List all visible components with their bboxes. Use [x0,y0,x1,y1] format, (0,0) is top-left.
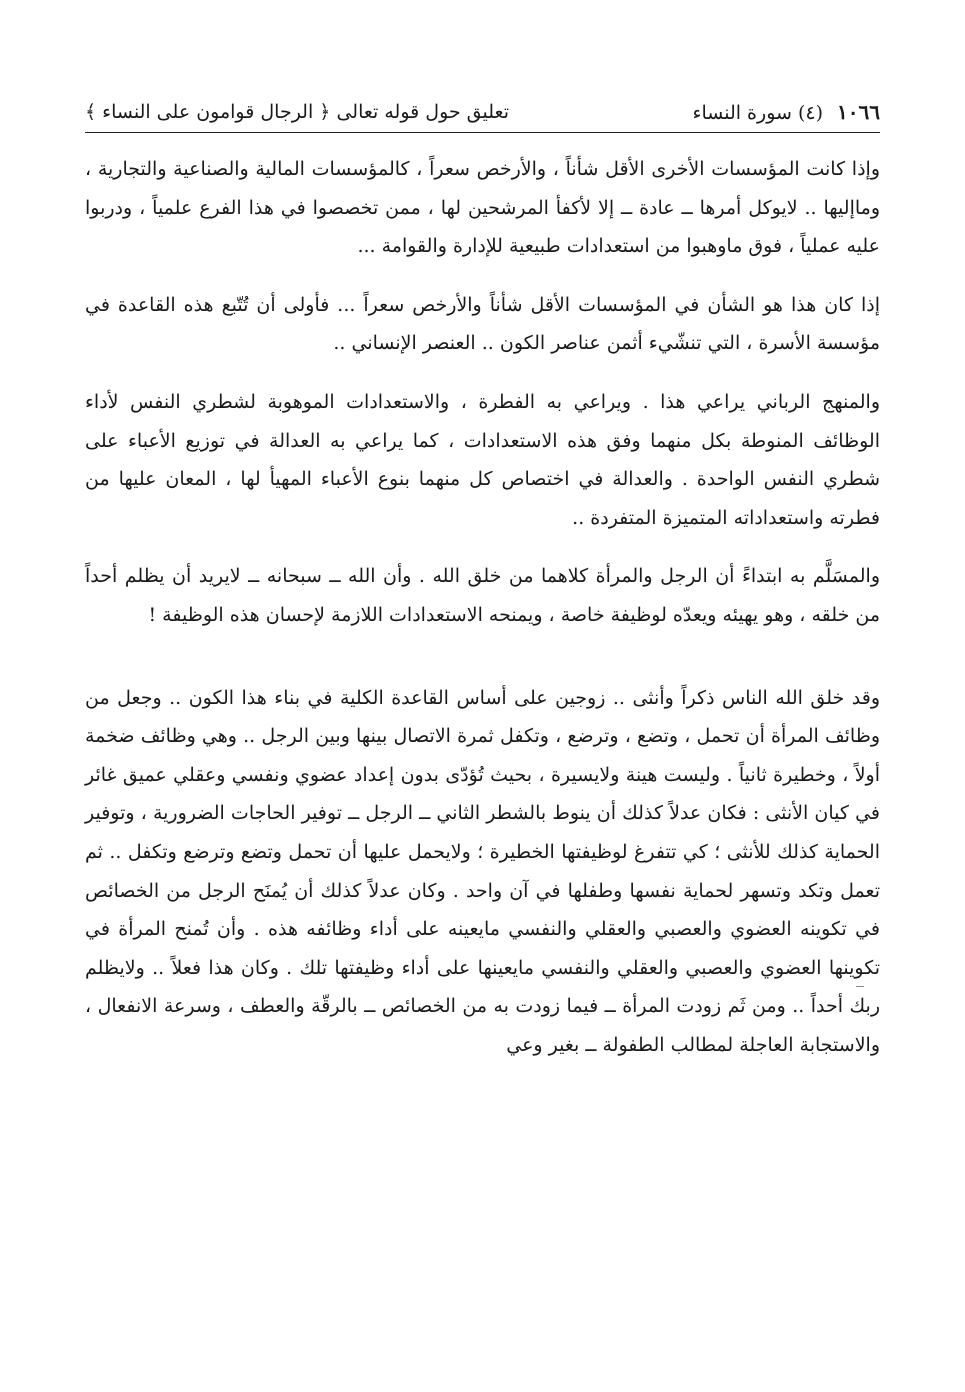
paragraph-5: وقد خلق الله الناس ذكراً وأنثى .. زوجين على أساس القاعدة الكلية في بناء هذا الكون .. وجعل من وظائف المرأة أن تحمل ، وتضع ، وترضع ، وتكفل ثمرة الاتصال بينها وبين الرجل .. وهي وظائف ضخمة أولاً ، وخطيرة ثانياً . وليست هينة ولايسيرة ، بحيث تُؤدّى بدون إعداد عضوي ونفسي وعقلي عميق غائر في كيان الأنثى : فكان عدلاً كذلك أن ينوط بالشطر الثاني ــ الرجل ــ توفير الحاجات الضرورية ، وتوفير الحماية كذلك للأنثى ؛ كي تتفرغ لوظيفتها الخطيرة ؛ ولايحمل عليها أن تحمل وتضع وترضع وتكفل .. ثم تعمل وتكد وتسهر لحماية نفسها وطفلها في آن واحد . وكان عدلاً كذلك أن يُمنَح الرجل من الخصائص في تكوينه العضوي والعصبي والعقلي والنفسي مايعينه على أداء وظائفه هذه . وأن تُمنح المرأة في تكوينها العضوي والعصبي والعقلي والنفسي مايعينها على أداء وظيفتها تلك . وكان هذا فعلاً .. ولايظلم ربك أحداً .. ومن ثَم زودت المرأة ــ فيما زودت به من الخصائص ــ بالرقّة والعطف ، وسرعة الانفعال ، والاستجابة العاجلة لمطالب الطفولة ــ بغير وعي [85,686,880,1056]
paragraph-2: إذا كان هذا هو الشأن في المؤسسات الأقل شأناً والأرخص سعراً ... فأولى أن تُتّبع هذه القاعدة في مؤسسة الأسرة ، التي تنشّيء أثمن عناصر الكون .. العنصر الإنساني .. [85,293,880,355]
text-body [85,150,880,1084]
paragraph-3: والمنهج الرباني يراعي هذا . ويراعي به الفطرة ، والاستعدادات الموهوبة لشطري النفس لأداء الوظائف المنوطة بكل منهما وفق هذه الاستعدادات ، كما يراعي به العدالة في توزيع الأعباء على شطري النفس الواحدة . والعدالة في اختصاص كل منهما بنوع الأعباء المهيأ لها ، المعان عليها من فطرته واستعداداته المتميزة المتفردة .. [85,390,880,529]
running-header [85,92,880,132]
page-number: ١٠٦٦ [837,100,880,124]
paragraph-1: وإذا كانت المؤسسات الأخرى الأقل شأناً ، والأرخص سعراً ، كالمؤسسات المالية والصناعية والتجارية ، وماإليها .. لايوكل أمرها ــ عادة ــ إلا لأكفأ المرشحين لها ، ممن تخصصوا في هذا الفرع علمياً ، ودربوا عليه عملياً ، فوق ماوهبوا من استعدادات طبيعية للإدارة والقوامة ... [85,158,880,258]
header-rule [85,132,880,133]
paragraph-4: والمسَلَّم به ابتداءً أن الرجل والمرأة كلاهما من خلق الله . وأن الله ــ سبحانه ــ لايريد أن يظلم أحداً من خلقه ، وهو يهيئه ويعدّه لوظيفة خاصة ، ويمنحه الاستعدادات اللازمة لإحسان هذه الوظيفة ! [85,565,880,626]
surah-label: (٤) سورة النساء [692,102,824,124]
section-title: تعليق حول قوله تعالى ﴿ الرجال قوامون على النساء ﴾ [85,101,510,123]
header-right [693,100,880,124]
margin-tick [856,986,864,987]
